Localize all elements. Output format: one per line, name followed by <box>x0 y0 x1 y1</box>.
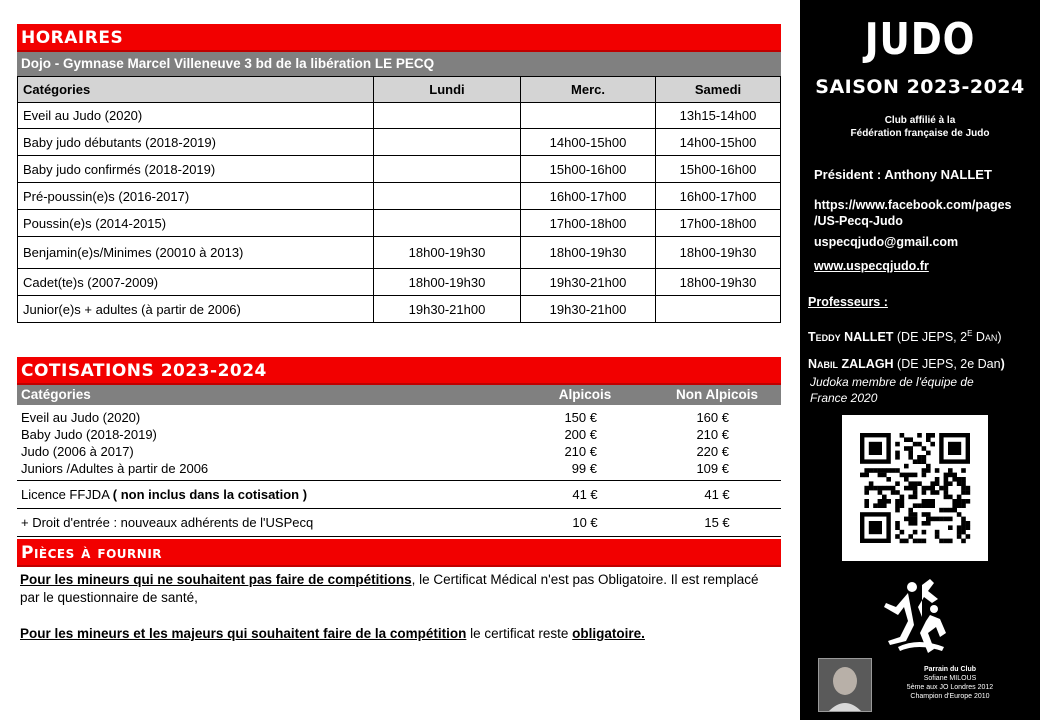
cell: 15h00-16h00 <box>521 156 656 183</box>
sidebar <box>800 0 1040 720</box>
affil-line-1: Club affilié à la <box>884 115 956 126</box>
cotisations-header <box>17 385 781 405</box>
cell: 19h30-21h00 <box>521 296 656 323</box>
item-alpicois: 150 € <box>564 410 597 425</box>
cell: 19h30-21h00 <box>374 296 521 323</box>
facebook-line-2: /US-Pecq-Judo <box>814 214 903 228</box>
table-row <box>18 156 781 183</box>
licence-label <box>17 487 517 502</box>
qr-code-icon <box>842 415 988 561</box>
table-row <box>18 237 781 269</box>
cell: Poussin(e)s (2014-2015) <box>18 210 374 237</box>
cell: Cadet(te)s (2007-2009) <box>18 269 374 296</box>
cell <box>374 210 521 237</box>
list-item <box>17 409 781 426</box>
licence-non-alpicois: 41 € <box>704 487 730 502</box>
judo-title: JUDO <box>864 14 976 65</box>
prof2-desc-line-2: France 2020 <box>810 391 878 405</box>
table-row <box>18 183 781 210</box>
cell <box>374 129 521 156</box>
prof2-detail: (DE JEPS, 2e Dan <box>893 357 1001 371</box>
col-merc: Merc. <box>521 77 656 103</box>
pieces-section <box>17 539 781 643</box>
cell: 16h00-17h00 <box>656 183 781 210</box>
cell: 17h00-18h00 <box>656 210 781 237</box>
location-bar: Dojo - Gymnase Marcel Villeneuve 3 bd de la libération LE PECQ <box>17 52 781 76</box>
item-non-alpicois: 210 € <box>696 427 729 442</box>
p1-rest: , le Certificat Médical n'est pas Obligatoire. Il est remplacé par le questionnaire de santé, <box>20 572 759 605</box>
prof2-name: Nabil ZALAGH <box>808 357 894 371</box>
pieces-paragraph-2 <box>17 625 781 643</box>
table-row <box>18 103 781 129</box>
cell: Baby judo débutants (2018-2019) <box>18 129 374 156</box>
pieces-title: Pièces à fournir <box>17 539 781 567</box>
item-alpicois: 210 € <box>564 444 597 459</box>
prof1-detail-a: (DE JEPS, 2 <box>893 330 968 345</box>
parrain-caption <box>880 665 1020 701</box>
cell: 18h00-19h30 <box>656 237 781 269</box>
professeur-2 <box>808 357 1005 371</box>
table-row <box>18 210 781 237</box>
cell: 14h00-15h00 <box>521 129 656 156</box>
parrain-photo <box>818 658 872 712</box>
horaires-section <box>17 24 781 323</box>
horaires-table <box>17 76 781 323</box>
item-label: Juniors /Adultes à partir de 2006 <box>21 461 209 476</box>
affil-line-2: Fédération française de Judo <box>850 128 990 139</box>
parrain-line-2: Sofiane MILOUS <box>923 675 977 682</box>
cell: Eveil au Judo (2020) <box>18 103 374 129</box>
pieces-paragraph-1 <box>17 571 781 607</box>
cell: 13h15-14h00 <box>656 103 781 129</box>
p2-end: obligatoire. <box>572 626 645 641</box>
droit-non-alpicois: 15 € <box>704 515 730 530</box>
cell: 14h00-15h00 <box>656 129 781 156</box>
professeurs-heading: Professeurs : <box>808 295 888 309</box>
cell <box>656 296 781 323</box>
cell: Baby judo confirmés (2018-2019) <box>18 156 374 183</box>
cell: Pré-poussin(e)s (2016-2017) <box>18 183 374 210</box>
prof2-close: ) <box>1000 357 1005 371</box>
item-non-alpicois: 109 € <box>696 461 729 476</box>
cotisations-title: COTISATIONS 2023-2024 <box>17 357 781 385</box>
horaires-title: HORAIRES <box>17 24 781 52</box>
person-icon <box>819 659 871 711</box>
col-lundi: Lundi <box>374 77 521 103</box>
prof1-detail-b: Dan) <box>972 330 1002 345</box>
item-label: Baby Judo (2018-2019) <box>21 427 157 442</box>
parrain-line-4: Champion d'Europe 2010 <box>910 693 990 700</box>
table-row <box>18 296 781 323</box>
droit-label: + Droit d'entrée : nouveaux adhérents de l'USPecq <box>21 515 314 530</box>
affiliation <box>800 114 1040 140</box>
item-non-alpicois: 160 € <box>696 410 729 425</box>
item-label: Judo (2006 à 2017) <box>21 444 134 459</box>
col-samedi: Samedi <box>656 77 781 103</box>
prof2-desc-line-1: Judoka membre de l'équipe de <box>810 375 974 389</box>
col-alpicois: Alpicois <box>558 387 612 402</box>
cell: 16h00-17h00 <box>521 183 656 210</box>
prof1-sup: E <box>967 329 973 338</box>
website-link[interactable]: www.uspecqjudo.fr <box>814 259 929 273</box>
president: Président : Anthony NALLET <box>814 167 992 182</box>
droit-row <box>17 509 781 537</box>
parrain-line-1: Parrain du Club <box>923 666 977 673</box>
club-logo-icon <box>878 577 954 661</box>
table-header-row <box>18 77 781 103</box>
item-alpicois: 99 € <box>571 461 597 476</box>
col-categories: Catégories <box>18 77 374 103</box>
p2-mid: le certificat reste <box>466 626 573 641</box>
item-non-alpicois: 220 € <box>696 444 729 459</box>
cell: 19h30-21h00 <box>521 269 656 296</box>
qr-code[interactable] <box>842 415 988 561</box>
cell: 15h00-16h00 <box>656 156 781 183</box>
col-non-alpicois: Non Alpicois <box>675 387 758 402</box>
cell: 18h00-19h30 <box>656 269 781 296</box>
saison-title: SAISON 2023-2024 <box>815 76 1025 98</box>
p2-bold: Pour les mineurs et les majeurs qui souhaitent faire de la compétition <box>20 626 467 641</box>
table-row <box>18 269 781 296</box>
licence-row <box>17 481 781 509</box>
col-categories: Catégories <box>21 387 91 402</box>
licence-alpicois: 41 € <box>572 487 598 502</box>
parrain-line-3: 5ème aux JO Londres 2012 <box>906 684 994 691</box>
item-alpicois: 200 € <box>564 427 597 442</box>
cell: 18h00-19h30 <box>374 269 521 296</box>
table-row <box>18 129 781 156</box>
cell <box>521 103 656 129</box>
list-item <box>17 460 781 477</box>
facebook-link[interactable] <box>814 197 1012 229</box>
cell <box>374 156 521 183</box>
p1-bold: Pour les mineurs qui ne souhaitent pas faire de compétitions <box>20 572 412 587</box>
prof1-name: Teddy NALLET <box>808 330 894 345</box>
cotisations-block <box>17 405 781 481</box>
facebook-line-1: https://www.facebook.com/pages <box>814 198 1012 212</box>
cell <box>374 183 521 210</box>
cell: 18h00-19h30 <box>374 237 521 269</box>
list-item <box>17 443 781 460</box>
licence-label-bold: ( non inclus dans la cotisation ) <box>112 487 308 502</box>
cotisations-section <box>17 357 781 537</box>
licence-label-start: Licence FFJDA <box>21 487 113 502</box>
list-item <box>17 426 781 443</box>
professeur-2-description <box>810 374 974 406</box>
item-label: Eveil au Judo (2020) <box>21 410 141 425</box>
cell: Benjamin(e)s/Minimes (20010 à 2013) <box>18 237 374 269</box>
email-link[interactable]: uspecqjudo@gmail.com <box>814 235 959 249</box>
cell: 18h00-19h30 <box>521 237 656 269</box>
professeur-1 <box>808 329 1002 344</box>
cell: Junior(e)s + adultes (à partir de 2006) <box>18 296 374 323</box>
droit-alpicois: 10 € <box>572 515 598 530</box>
cell: 17h00-18h00 <box>521 210 656 237</box>
cell <box>374 103 521 129</box>
